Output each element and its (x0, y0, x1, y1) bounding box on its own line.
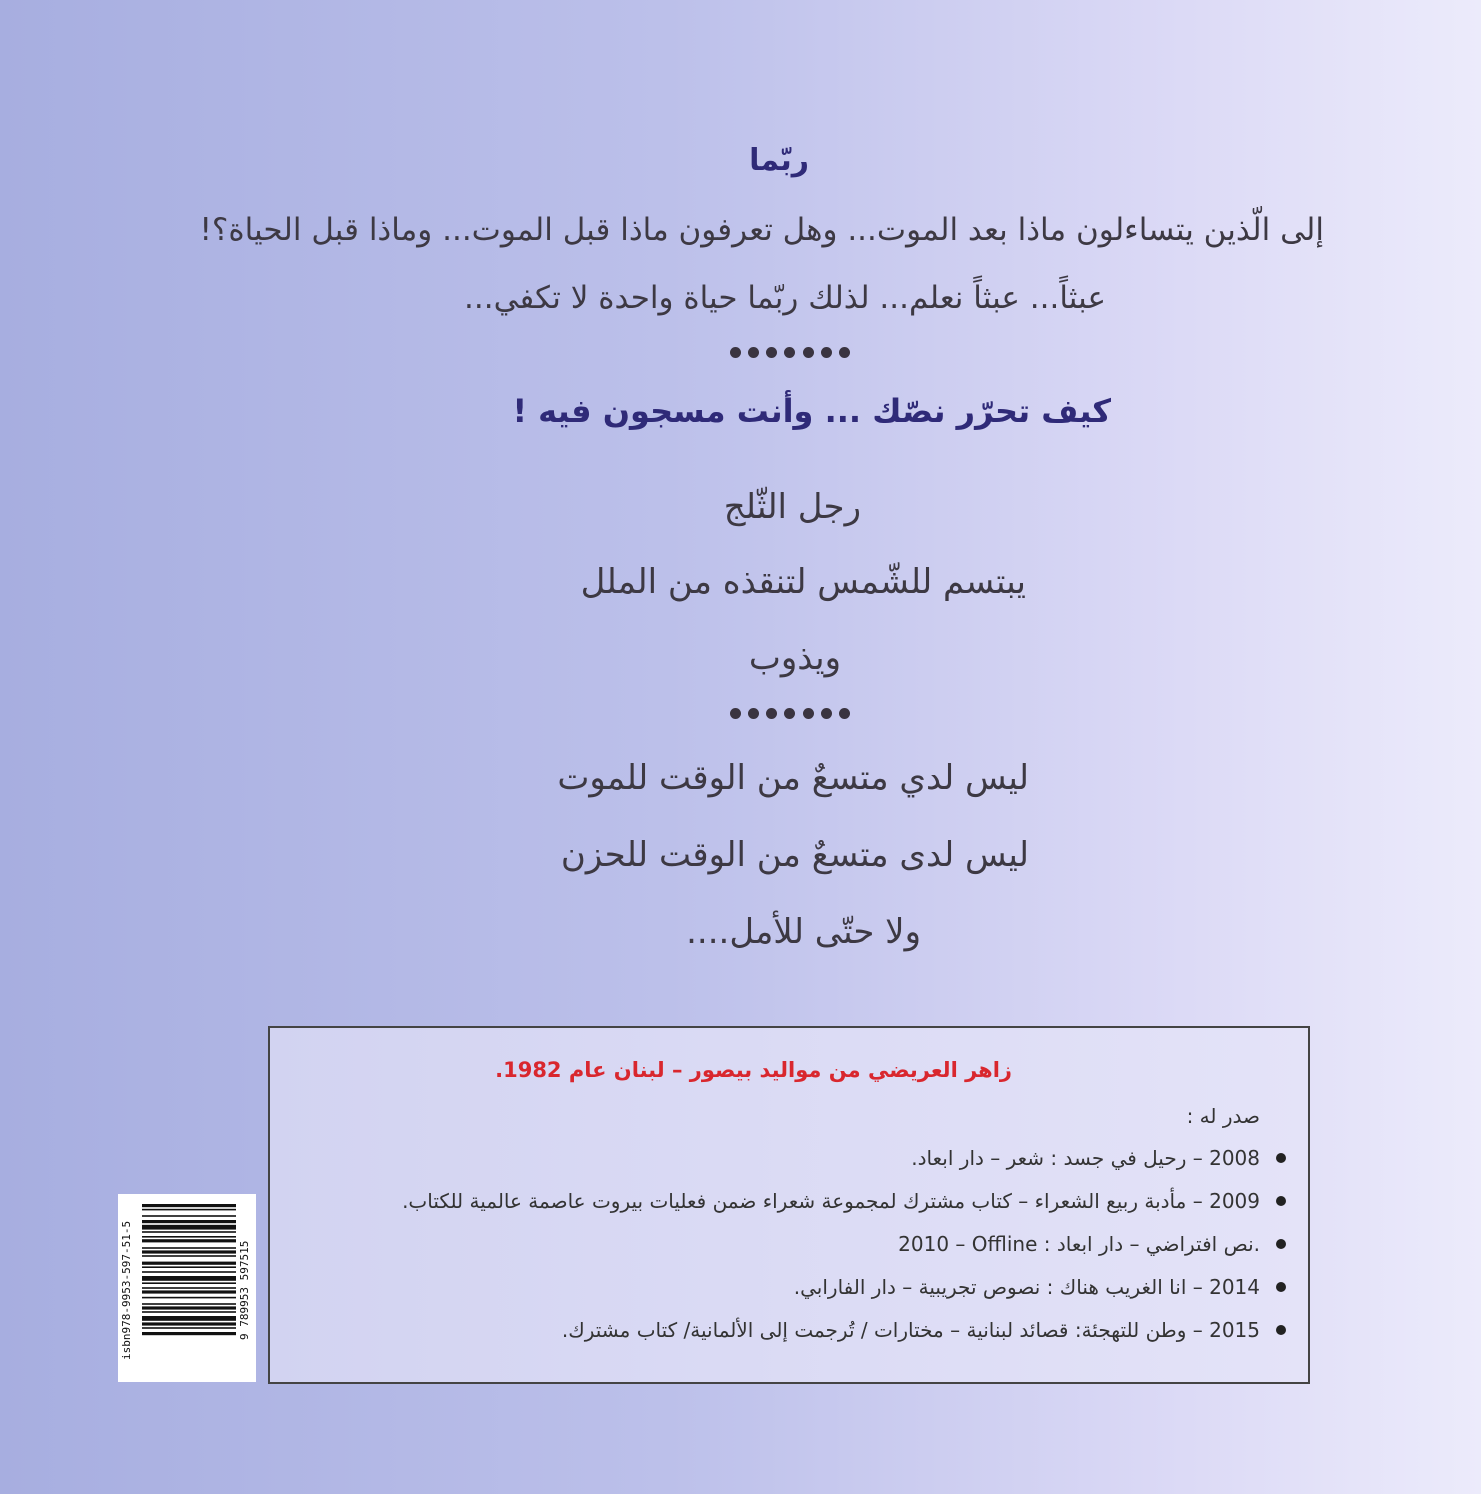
publication-item (898, 1232, 1286, 1256)
poem2-line1: رجل الثّلج (723, 487, 861, 527)
separator-dots-2 (730, 706, 850, 720)
isbn-digit-string: 9 789953 597515 (238, 1240, 251, 1340)
isbn-number: isbn978-9953-597-51-5 (120, 1220, 133, 1360)
publication-text: 2010 – Offline : نص افتراضي – دار ابعاد. (898, 1232, 1260, 1256)
poem1-title: ربّما (749, 143, 809, 178)
author-bio-title: زاهر العريضي من مواليد بيصور – لبنان عام 1982. (495, 1058, 1012, 1082)
poem3-line3: ولا حتّى للأمل.... (686, 912, 921, 952)
poem1-line1: إلى الّذين يتساءلون ماذا بعد الموت... وهل تعرفون ماذا قبل الموت... وماذا قبل الحياة؟! (199, 212, 1324, 248)
bullet-icon (1276, 1282, 1286, 1292)
poem3-line2: ليس لدى متسعٌ من الوقت للحزن (560, 835, 1029, 875)
publication-text: 2008 – رحيل في جسد : شعر – دار ابعاد. (911, 1146, 1260, 1170)
author-bio-box (268, 1026, 1310, 1384)
poem2-title: كيف تحرّر نصّك ... وأنت مسجون فيه ! (512, 392, 1111, 430)
published-label: صدر له : (1186, 1104, 1260, 1128)
poem3-line1: ليس لدي متسعٌ من الوقت للموت (557, 758, 1029, 798)
publication-item (794, 1275, 1286, 1299)
publication-text: 2009 – مأدبة ربيع الشعراء – كتاب مشترك لمجموعة شعراء ضمن فعليات بيروت عاصمة عالمية للكتاب. (402, 1189, 1260, 1213)
poem1-line2: عبثاً... عبثاً نعلم... لذلك ربّما حياة واحدة لا تكفي... (464, 280, 1106, 316)
bullet-icon (1276, 1325, 1286, 1335)
isbn-digits (238, 1202, 256, 1378)
publication-item (562, 1318, 1286, 1342)
publication-text: 2015 – وطن للتهجئة: قصائد لبنانية – مختارات / تُرجمت إلى الألمانية/ كتاب مشترك. (561, 1318, 1260, 1342)
publication-text: 2014 – انا الغريب هناك : نصوص تجريبية – دار الفارابي. (793, 1275, 1260, 1299)
poem2-line2: يبتسم للشّمس لتنقذه من الملل (580, 562, 1026, 602)
barcode-icon (118, 1194, 256, 1382)
bullet-icon (1276, 1153, 1286, 1163)
isbn-barcode (118, 1194, 256, 1382)
bullet-icon (1276, 1196, 1286, 1206)
separator-dots-1 (730, 345, 850, 359)
isbn-label (120, 1202, 138, 1378)
publication-item (402, 1189, 1286, 1213)
poem2-line3: ويذوب (748, 638, 841, 678)
publication-item (911, 1146, 1286, 1170)
bullet-icon (1276, 1239, 1286, 1249)
